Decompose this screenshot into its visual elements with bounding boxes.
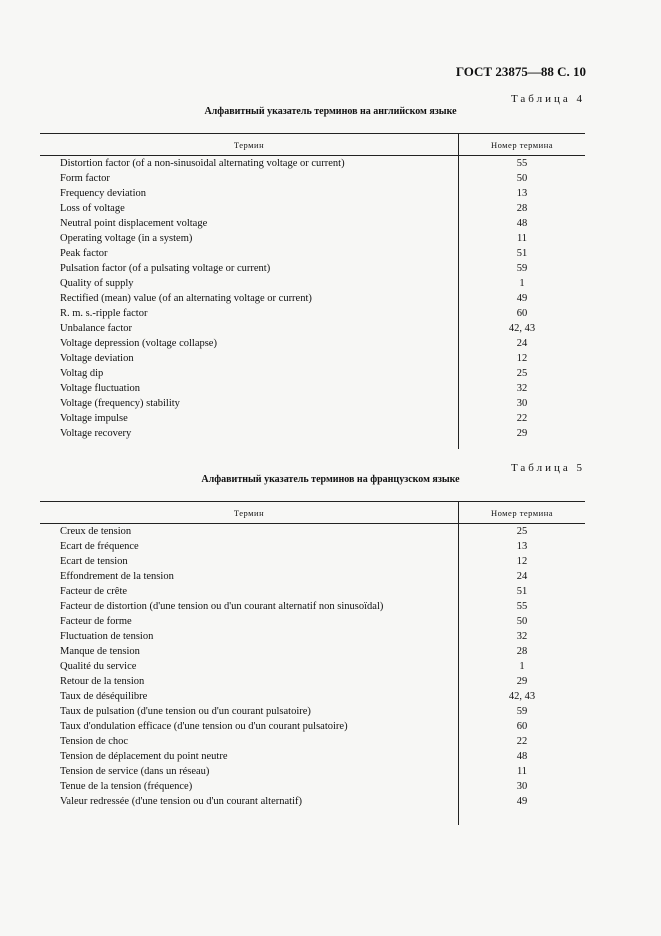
table-row (40, 734, 585, 749)
table-row (40, 794, 585, 809)
term-number-cell: 12 (458, 554, 585, 569)
term-cell: Form factor (60, 173, 110, 184)
table4-body (40, 156, 585, 441)
term-cell: R. m. s.-ripple factor (60, 308, 148, 319)
term-number-cell: 13 (458, 186, 585, 201)
table4-title: Алфавитный указатель терминов на английском языке (204, 106, 457, 117)
term-cell: Facteur de crête (60, 586, 128, 597)
term-cell: Voltage recovery (60, 428, 132, 439)
term-number-cell: 42, 43 (458, 689, 585, 704)
table5-col-term: Термин (233, 507, 265, 518)
term-number-cell: 30 (458, 779, 585, 794)
term-cell: Rectified (mean) value (of an alternating voltage or current) (60, 293, 312, 304)
term-cell: Valeur redressée (d'une tension ou d'un courant alternatif) (60, 796, 302, 807)
term-number-cell: 13 (458, 539, 585, 554)
term-number-cell: 49 (458, 794, 585, 809)
table-row (40, 201, 585, 216)
term-number-cell: 24 (458, 569, 585, 584)
term-number-cell: 28 (458, 201, 585, 216)
table-row (40, 779, 585, 794)
table4 (40, 133, 585, 449)
table-row (40, 186, 585, 201)
table-row (40, 719, 585, 734)
term-cell: Loss of voltage (60, 203, 125, 214)
table-row (40, 306, 585, 321)
term-cell: Quality of supply (60, 278, 134, 289)
term-cell: Voltage fluctuation (60, 383, 140, 394)
term-cell: Operating voltage (in a system) (60, 233, 193, 244)
term-number-cell: 29 (458, 426, 585, 441)
table-row (40, 366, 585, 381)
term-cell: Effondrement de la tension (60, 571, 174, 582)
table5-header-row (40, 502, 585, 524)
table4-col-num: Номер термина (458, 134, 585, 155)
table-row (40, 156, 585, 171)
term-number-cell: 32 (458, 381, 585, 396)
table-row (40, 659, 585, 674)
term-number-cell: 25 (458, 366, 585, 381)
table-row (40, 336, 585, 351)
term-cell: Peak factor (60, 248, 108, 259)
term-number-cell: 32 (458, 629, 585, 644)
term-cell: Ecart de fréquence (60, 541, 139, 552)
term-number-cell: 22 (458, 734, 585, 749)
term-cell: Manque de tension (60, 646, 140, 657)
term-cell: Taux de pulsation (d'une tension ou d'un courant pulsatoire) (60, 706, 311, 717)
term-number-cell: 1 (458, 276, 585, 291)
term-number-cell: 12 (458, 351, 585, 366)
table-row (40, 614, 585, 629)
table5-label: Таблица 5 (510, 462, 585, 474)
term-cell: Facteur de distortion (d'une tension ou d'un courant alternatif non sinusoïdal) (60, 601, 384, 612)
table-row (40, 216, 585, 231)
term-cell: Qualité du service (60, 661, 137, 672)
term-number-cell: 50 (458, 171, 585, 186)
table-row (40, 411, 585, 426)
table5-title: Алфавитный указатель терминов на французском языке (201, 474, 460, 485)
term-cell: Voltage impulse (60, 413, 128, 424)
term-number-cell: 28 (458, 644, 585, 659)
term-number-cell: 55 (458, 156, 585, 171)
term-cell: Voltag dip (60, 368, 104, 379)
term-cell: Retour de la tension (60, 676, 145, 687)
table5 (40, 501, 585, 825)
term-cell: Tenue de la tension (fréquence) (60, 781, 193, 792)
document-reference: ГОСТ 23875—88 С. 10 (455, 64, 586, 79)
table-row (40, 396, 585, 411)
table-row (40, 276, 585, 291)
term-number-cell: 29 (458, 674, 585, 689)
table-row (40, 231, 585, 246)
table4-col-term: Термин (233, 139, 265, 150)
term-cell: Taux d'ondulation efficace (d'une tension ou d'un courant pulsatoire) (60, 721, 348, 732)
term-number-cell: 49 (458, 291, 585, 306)
table5-body (40, 524, 585, 809)
term-number-cell: 42, 43 (458, 321, 585, 336)
table-row (40, 426, 585, 441)
term-cell: Neutral point displacement voltage (60, 218, 208, 229)
term-cell: Frequency deviation (60, 188, 147, 199)
term-number-cell: 25 (458, 524, 585, 539)
term-number-cell: 51 (458, 584, 585, 599)
term-number-cell: 24 (458, 336, 585, 351)
table-row (40, 261, 585, 276)
table-row (40, 674, 585, 689)
term-cell: Voltage depression (voltage collapse) (60, 338, 217, 349)
term-number-cell: 1 (458, 659, 585, 674)
table4-header-row (40, 134, 585, 156)
term-cell: Voltage (frequency) stability (60, 398, 180, 409)
table-row (40, 749, 585, 764)
term-number-cell: 50 (458, 614, 585, 629)
table-row (40, 704, 585, 719)
table-row (40, 539, 585, 554)
term-number-cell: 30 (458, 396, 585, 411)
table-row (40, 584, 585, 599)
term-number-cell: 55 (458, 599, 585, 614)
table-row (40, 321, 585, 336)
term-cell: Unbalance factor (60, 323, 132, 334)
term-cell: Ecart de tension (60, 556, 128, 567)
table-row (40, 381, 585, 396)
term-number-cell: 11 (458, 764, 585, 779)
table5-col-num: Номер термина (458, 502, 585, 523)
term-cell: Voltage deviation (60, 353, 134, 364)
term-number-cell: 59 (458, 261, 585, 276)
term-number-cell: 60 (458, 719, 585, 734)
term-cell: Distortion factor (of a non-sinusoidal alternating voltage or current) (60, 158, 345, 169)
term-cell: Creux de tension (60, 526, 132, 537)
term-number-cell: 48 (458, 749, 585, 764)
term-number-cell: 22 (458, 411, 585, 426)
table-row (40, 291, 585, 306)
term-cell: Tension de service (dans un réseau) (60, 766, 210, 777)
term-number-cell: 51 (458, 246, 585, 261)
table-row (40, 171, 585, 186)
term-number-cell: 59 (458, 704, 585, 719)
term-cell: Tension de choc (60, 736, 129, 747)
term-number-cell: 11 (458, 231, 585, 246)
table-row (40, 629, 585, 644)
table-row (40, 644, 585, 659)
term-cell: Pulsation factor (of a pulsating voltage or current) (60, 263, 271, 274)
table-row (40, 599, 585, 614)
term-cell: Taux de déséquilibre (60, 691, 148, 702)
term-cell: Tension de déplacement du point neutre (60, 751, 228, 762)
table-row (40, 569, 585, 584)
term-number-cell: 60 (458, 306, 585, 321)
table-row (40, 351, 585, 366)
table-row (40, 246, 585, 261)
table-row (40, 554, 585, 569)
term-number-cell: 48 (458, 216, 585, 231)
table-row (40, 764, 585, 779)
term-cell: Fluctuation de tension (60, 631, 154, 642)
table-row (40, 524, 585, 539)
term-cell: Facteur de forme (60, 616, 132, 627)
table4-label: Таблица 4 (510, 93, 585, 105)
table-row (40, 689, 585, 704)
